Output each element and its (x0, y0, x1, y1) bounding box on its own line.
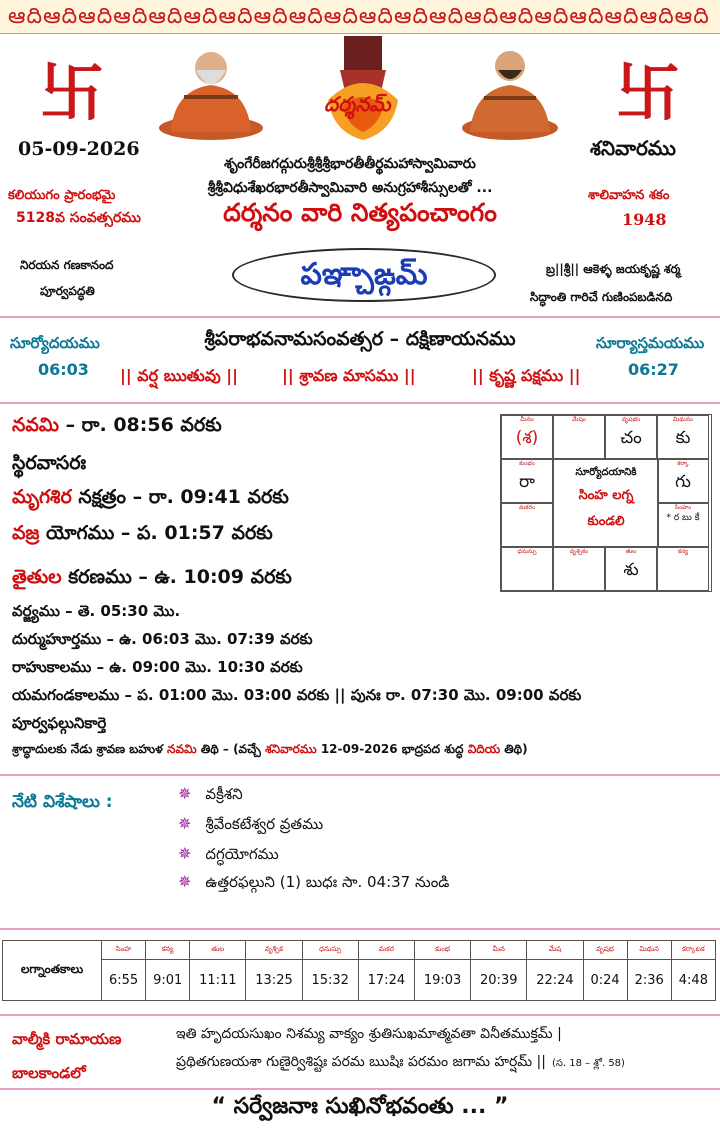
page-title: దర్శనం వారి నిత్యపంచాంగం (223, 198, 497, 227)
swastika-icon: 卐 (616, 57, 680, 131)
chart-cell (657, 503, 709, 547)
nakshatra-time: నక్షత్రం – రా. 09:41 వరకు (71, 486, 289, 508)
panchangam-badge: పఞ్చాఙ్గమ్ (232, 248, 496, 302)
nakshatra-name: మృగశిర (12, 486, 72, 508)
yamagandam-line: యమగండకాలము – ప. 01:00 మొ. 03:00 వరకు || పునః రా. 07:30 మొ. 09:00 వరకు (12, 686, 582, 704)
chart-center-line-1: సూర్యోదయానికి (575, 467, 637, 478)
chart-cell-label: కర్కా (677, 460, 689, 467)
lagna-time: 17:24 (358, 960, 414, 1001)
lagna-time: 0:24 (583, 960, 627, 1001)
shraddha-part: తిథి) (500, 742, 528, 756)
lagna-label: లగ్నాంతకాలు (3, 941, 102, 1001)
lagna-sign: కుంభ (414, 941, 470, 960)
lagna-sign: తుల (190, 941, 246, 960)
flower-icon: ✵ (178, 814, 192, 833)
lagna-time: 11:11 (190, 960, 246, 1001)
verse-text: ప్రథితగుణయశా గుణైర్విశిష్టః పరమ ఋషిః పరమం జగామ హర్షమ్ || (176, 1054, 546, 1070)
shraddha-part: తిథి – (వచ్చే (196, 742, 266, 756)
chart-cell-label: సింహం (674, 504, 692, 511)
nakshatra-line (12, 486, 289, 513)
rahukalam-line: రాహుకాలము – ఉ. 09:00 మొ. 10:30 వరకు (12, 658, 303, 676)
karte-line: పూర్వఫల్గునికార్తె (12, 714, 107, 732)
festival-item (178, 872, 449, 895)
karana-line (12, 566, 292, 593)
lagna-time: 6:55 (102, 960, 146, 1001)
festival-text: శ్రీవేంకటేశ్వర వ్రతము (205, 815, 324, 833)
lagna-sign: మేష (527, 941, 583, 960)
chart-cell-label: మిథునం (673, 416, 693, 423)
sunset-time: 06:27 (628, 360, 679, 379)
blessing-line-1: శృంగేరీజగద్గురుశ్రీశ్రీశ్రీభారతీతీర్థమహాస్వామివారు (224, 156, 476, 172)
left-note-1: నిరయన గణకానంద (20, 258, 114, 272)
sunrise-label: సూర్యోదయము (10, 334, 100, 352)
guru-portrait-left (156, 40, 266, 140)
lagna-sign: మిథున (627, 941, 671, 960)
chart-cell-label: ధనుస్సు (517, 548, 537, 555)
festival-item (178, 844, 279, 867)
shalivahana-label: శాలివాహన శకం (588, 188, 670, 203)
kaliyuga-label: కలియుగం ప్రారంభమై (8, 188, 116, 203)
festival-text: దగ్ధయోగము (205, 845, 279, 863)
lagna-sign: ధనుస్సు (302, 941, 358, 960)
chart-cell (501, 547, 553, 591)
chart-cell (605, 547, 657, 591)
ramayana-label-2: బాలకాండలో (12, 1064, 86, 1082)
varjyam-line: వర్జ్యము – తె. 05:30 మొ. (12, 602, 181, 620)
chart-cell-value: గు (675, 472, 691, 492)
blessing-line-2: శ్రీశ్రీవిధుశేఖరభారతీస్వామివారి అనుగ్రహాశీస్సులతో ... (207, 180, 493, 196)
verse-reference: (స. 18 – శ్లో. 58) (551, 1058, 625, 1069)
chart-center-line-3: కుండలి (587, 514, 625, 529)
chart-cell (553, 547, 605, 591)
durmuhurtam-line: దుర్ముహూర్తము – ఉ. 06:03 మొ. 07:39 వరకు (12, 630, 313, 648)
yoga-name: వజ్ర (12, 522, 40, 544)
ramayana-label-1: వాల్మీకి రామాయణ (12, 1030, 122, 1048)
lagna-sign: మీన (471, 941, 527, 960)
divider (0, 928, 720, 930)
sunset-label: సూర్యాస్తమయము (596, 334, 705, 352)
swastika-icon: 卐 (40, 57, 104, 131)
festival-text: వక్రీశని (205, 785, 243, 803)
chart-cell-value: కు (675, 428, 691, 448)
divider (0, 402, 720, 404)
flower-icon: ✵ (178, 872, 192, 891)
chart-cell-value: * ర బు కే (666, 513, 700, 523)
chart-center-line-2: సింహ లగ్న (578, 488, 634, 503)
yoga-line (12, 522, 273, 549)
festival-item (178, 784, 243, 807)
weekday-text: శనివారము (590, 136, 676, 160)
chart-cell-value: చం (620, 428, 642, 448)
shraddha-line (12, 742, 528, 759)
shraddha-part: 12-09-2026 భాద్రపద శుద్ధ (316, 742, 468, 756)
lagna-sign: కన్య (146, 941, 190, 960)
lagna-time: 4:48 (671, 960, 715, 1001)
right-note-2: సిద్ధాంతి గారిచే గుణింపబడినది (530, 290, 673, 304)
chart-cell-label: మకరం (518, 504, 536, 511)
masa-text: || శ్రావణ మాసము || (282, 366, 416, 385)
chart-cell-label: వృషభం (621, 416, 641, 423)
lagna-time: 22:24 (527, 960, 583, 1001)
chart-cell-value: (శ) (515, 428, 539, 448)
lagna-sign: కర్కాటక (671, 941, 715, 960)
lagna-time: 20:39 (471, 960, 527, 1001)
logo-text: దర్శనమ్ (324, 92, 391, 116)
verse-line-1: ఇతి హృదయసుఖం నిశమ్య వాక్యం శ్రుతిసుఖమాత్మవతా వినీతముక్తమ్ | (176, 1026, 562, 1042)
chart-cell (501, 415, 553, 459)
lagna-time: 9:01 (146, 960, 190, 1001)
tithi-name: నవమి (12, 414, 59, 436)
decorative-border: ఆదిఆదిఆదిఆదిఆదిఆదిఆదిఆదిఆదిఆదిఆదిఆదిఆదిఆదిఆదిఆదిఆదిఆదిఆదిఆది (0, 0, 720, 34)
divider (0, 1014, 720, 1016)
shraddha-next-tithi: విదియ (467, 742, 501, 756)
sunrise-time: 06:03 (38, 360, 89, 379)
guru-portrait-right (460, 40, 560, 140)
tithi-line (12, 414, 222, 441)
tithi-time: – రా. 08:56 వరకు (58, 414, 222, 436)
divider (0, 1088, 720, 1090)
chart-cell (501, 459, 553, 503)
festival-item (178, 814, 323, 837)
lagna-sign: వృషభ (583, 941, 627, 960)
right-note-1: బ్ర||శ్రీ|| ఆకెళ్ళ జయకృష్ణ శర్మ (546, 262, 681, 276)
verse-line-2 (176, 1054, 625, 1073)
chart-cell (657, 547, 709, 591)
chart-cell-label: కన్య (677, 548, 689, 555)
karana-name: తైతుల (12, 566, 62, 588)
chart-cell-label: వృశ్చికం (569, 548, 589, 555)
yoga-time: యోగము – ప. 01:57 వరకు (39, 522, 273, 544)
lagna-time: 19:03 (414, 960, 470, 1001)
vasara-line: స్థిరవాసరః (12, 452, 87, 474)
kaliyuga-years: 5128వ సంవత్సరము (16, 210, 141, 226)
rashi-chart (500, 414, 712, 592)
chart-cell-value: శు (623, 560, 639, 580)
shraddha-part: శ్రాద్ధాదులకు నేడు శ్రావణ బహుళ (12, 742, 168, 756)
lagna-time: 2:36 (627, 960, 671, 1001)
karana-time: కరణము – ఉ. 10:09 వరకు (61, 566, 292, 588)
lagna-sign: సింహ (102, 941, 146, 960)
chart-cell (657, 459, 709, 503)
chart-cell-label: తుల (625, 548, 637, 555)
date-text: 05-09-2026 (18, 138, 140, 160)
chart-cell-value: రా (519, 472, 535, 492)
shraddha-weekday: శనివారము (265, 742, 317, 756)
lagna-time: 13:25 (246, 960, 302, 1001)
samvatsara-text: శ్రీపరాభవనామసంవత్సర – దక్షిణాయనము (204, 328, 516, 350)
festival-text: ఉత్తరఫల్గుని (1) బుధః సా. 04:37 నుండి (205, 873, 450, 891)
left-note-2: పూర్వపద్ధతి (40, 284, 95, 298)
divider (0, 316, 720, 318)
chart-cell (501, 503, 553, 547)
shraddha-tithi: నవమి (167, 742, 197, 756)
lagna-time: 15:32 (302, 960, 358, 1001)
lagna-sign: వృశ్చిక (246, 941, 302, 960)
chart-cell (605, 415, 657, 459)
divider (0, 774, 720, 776)
paksha-text: || కృష్ణ పక్షము || (472, 366, 581, 385)
lagna-sign: మకర (358, 941, 414, 960)
flower-icon: ✵ (178, 844, 192, 863)
chart-cell-label: మేషం (572, 416, 586, 423)
chart-cell (657, 415, 709, 459)
flower-icon: ✵ (178, 784, 192, 803)
chart-cell-label: కుంభం (519, 460, 535, 467)
festivals-label: నేటి విశేషాలు : (12, 792, 113, 812)
lagna-table (2, 940, 716, 1001)
darshanam-logo (318, 36, 408, 146)
chart-cell-label: మీనం (520, 416, 534, 423)
chart-center (553, 459, 659, 547)
ritu-text: || వర్ష ఋతువు || (120, 366, 238, 385)
shalivahana-year: 1948 (622, 210, 667, 229)
chart-cell (553, 415, 605, 459)
footer-blessing: “ సర్వేజనాః సుఖినోభవంతు ... ” (211, 1094, 509, 1119)
